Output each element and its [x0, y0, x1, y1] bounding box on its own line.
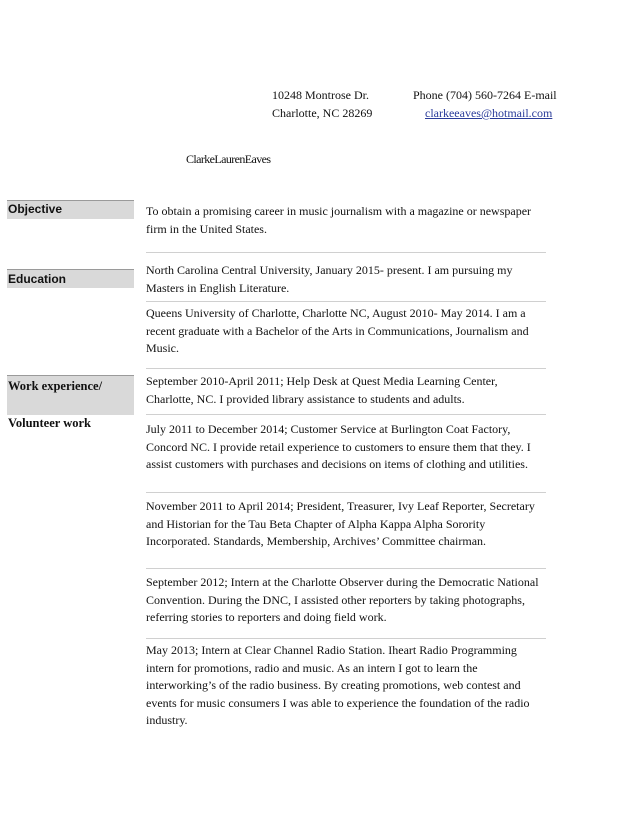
work-entry-clear-channel: May 2013; Intern at Clear Channel Radio Station. Iheart Radio Programming intern for promotions, radio and music. As an intern I got to learn the interworking’s of the radio business. By creating promotions, web contest and events for music consumers I was able to experience the foundation of the radio industry.: [146, 643, 530, 727]
work-entry-burlington: July 2011 to December 2014; Customer Service at Burlington Coat Factory, Concord NC. I provide retail experience to customers to ensure them that they. I assist customers with purchases and decisions on items of clothing and utilities.: [146, 422, 531, 471]
email-link[interactable]: clarkeeaves@hotmail.com: [425, 106, 553, 120]
education-entry-nccu: North Carolina Central University, January 2015- present. I am pursuing my Masters in English Literature.: [146, 263, 513, 295]
volunteer-work-heading: Volunteer work: [8, 416, 91, 430]
work-experience-heading: Work experience/: [7, 375, 134, 415]
phone-line: Phone (704) 560-7264 E-mail: [413, 88, 557, 102]
objective-text: To obtain a promising career in music journalism with a magazine or newspaper firm in the United States.: [146, 204, 532, 236]
divider: [146, 638, 546, 639]
divider: [146, 568, 546, 569]
education-heading: Education: [7, 269, 134, 288]
address-line-2: Charlotte, NC 28269: [272, 106, 373, 120]
divider: [146, 252, 546, 253]
divider: [146, 492, 546, 493]
divider: [146, 368, 546, 369]
contact-block: [413, 86, 557, 122]
address-line-1: 10248 Montrose Dr.: [272, 88, 369, 102]
objective-heading: Objective: [7, 200, 134, 219]
work-entry-charlotte-observer: September 2012; Intern at the Charlotte Observer during the Democratic National Convention. During the DNC, I assisted other reporters by taking photographs, referring stories to reporters and doing field work.: [146, 575, 539, 624]
address-block: [272, 86, 372, 122]
education-entry-queens: Queens University of Charlotte, Charlotte NC, August 2010- May 2014. I am a recent graduate with a Bachelor of the Arts in Communications, Journalism and Music.: [146, 306, 529, 355]
applicant-name: ClarkeLaurenEaves: [186, 152, 271, 166]
divider: [146, 301, 546, 302]
divider: [146, 414, 546, 415]
work-entry-help-desk: September 2010-April 2011; Help Desk at Quest Media Learning Center, Charlotte, NC. I provided library assistance to students and adults.: [146, 374, 498, 406]
work-entry-president: November 2011 to April 2014; President, Treasurer, Ivy Leaf Reporter, Secretary and Historian for the Tau Beta Chapter of Alpha Kappa Alpha Sorority Incorporated. Standards, Membership, Archives’ Committee chairman.: [146, 499, 535, 548]
